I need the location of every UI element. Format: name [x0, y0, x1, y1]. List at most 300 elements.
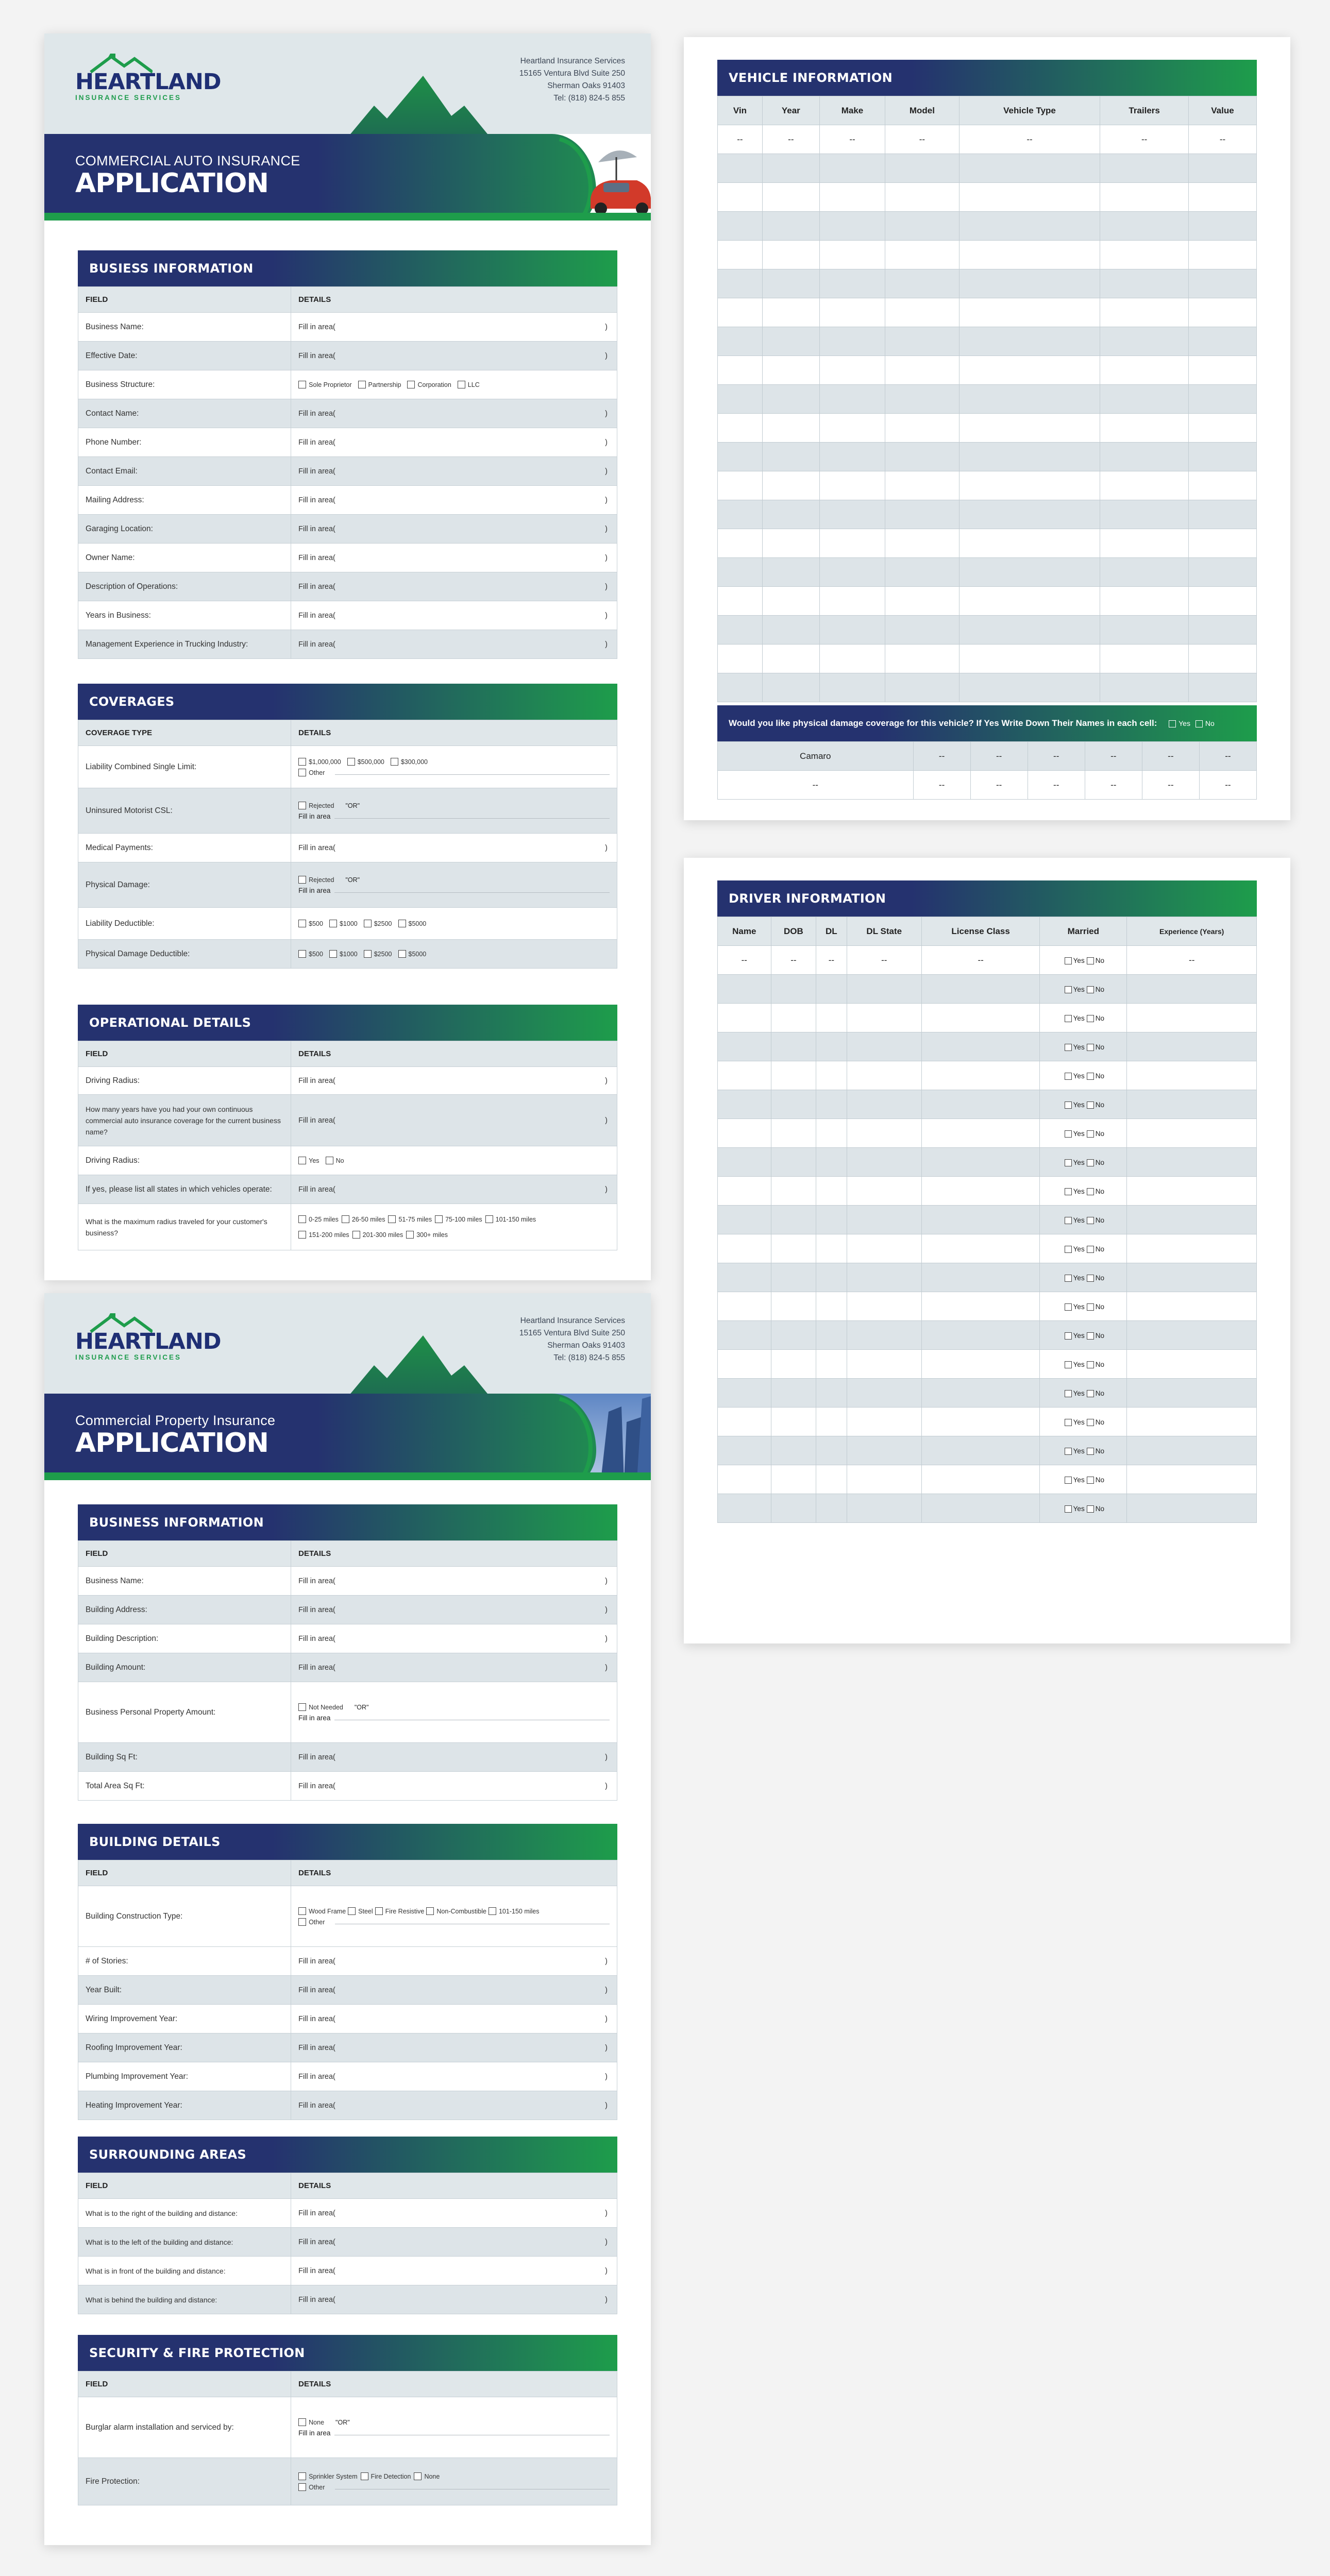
table-cell[interactable] [1040, 1061, 1127, 1090]
checkbox[interactable] [1087, 957, 1094, 964]
table-cell[interactable] [885, 183, 959, 212]
table-cell[interactable] [959, 212, 1100, 241]
table-cell[interactable] [1040, 1350, 1127, 1379]
fill-input[interactable] [298, 554, 610, 562]
table-cell[interactable] [847, 1119, 921, 1148]
checkbox[interactable] [298, 950, 306, 958]
table-cell[interactable]: Camaro [718, 742, 914, 771]
table-cell[interactable] [771, 1321, 816, 1350]
table-cell[interactable]: -- [1127, 946, 1257, 975]
checkbox[interactable] [489, 1907, 496, 1915]
fill-input[interactable] [298, 1664, 610, 1672]
table-cell[interactable] [1100, 673, 1189, 702]
table-cell[interactable] [771, 1206, 816, 1234]
checkbox[interactable] [1087, 1015, 1094, 1022]
checkbox[interactable] [1087, 1188, 1094, 1195]
table-cell[interactable] [1040, 1321, 1127, 1350]
table-cell[interactable] [959, 587, 1100, 616]
other-input-line[interactable] [335, 774, 610, 775]
table-cell[interactable] [885, 154, 959, 183]
checkbox[interactable] [1065, 1246, 1072, 1253]
table-cell[interactable] [816, 1263, 847, 1292]
table-cell[interactable] [1040, 1004, 1127, 1032]
table-cell[interactable] [718, 1436, 771, 1465]
table-cell[interactable] [1100, 212, 1189, 241]
table-cell[interactable] [959, 241, 1100, 269]
table-cell[interactable] [1127, 1148, 1257, 1177]
table-cell[interactable]: -- [718, 946, 771, 975]
table-cell[interactable] [1188, 529, 1256, 558]
table-cell[interactable] [959, 673, 1100, 702]
fill-input[interactable] [298, 2015, 610, 2023]
table-cell[interactable] [718, 1263, 771, 1292]
table-cell[interactable] [921, 1436, 1039, 1465]
table-cell[interactable] [959, 471, 1100, 500]
fill-input[interactable] [298, 2102, 610, 2110]
checkbox[interactable] [298, 2418, 306, 2426]
fill-input[interactable] [298, 2296, 610, 2304]
table-cell[interactable] [1127, 1206, 1257, 1234]
table-cell[interactable] [1188, 500, 1256, 529]
checkbox[interactable] [298, 802, 306, 809]
table-cell[interactable] [847, 1004, 921, 1032]
table-cell[interactable] [921, 1119, 1039, 1148]
table-cell[interactable] [819, 356, 885, 385]
table-cell[interactable] [1127, 1263, 1257, 1292]
table-cell[interactable] [847, 1321, 921, 1350]
table-cell[interactable] [718, 1465, 771, 1494]
table-cell[interactable] [1127, 1004, 1257, 1032]
checkbox[interactable] [1065, 1188, 1072, 1195]
table-cell[interactable] [762, 558, 819, 587]
fill-input[interactable] [298, 1635, 610, 1643]
table-cell[interactable] [1188, 414, 1256, 443]
checkbox[interactable] [414, 2472, 422, 2480]
fill-input-line[interactable] [334, 892, 610, 893]
table-cell[interactable] [771, 1119, 816, 1148]
table-cell[interactable] [1127, 1090, 1257, 1119]
table-cell[interactable]: -- [921, 946, 1039, 975]
checkbox[interactable] [1065, 986, 1072, 993]
table-cell[interactable] [762, 500, 819, 529]
table-cell[interactable] [771, 1379, 816, 1408]
table-cell[interactable] [718, 298, 763, 327]
table-cell[interactable] [771, 1494, 816, 1523]
table-cell[interactable] [819, 529, 885, 558]
table-cell[interactable] [959, 645, 1100, 673]
table-cell[interactable]: -- [1199, 771, 1256, 800]
checkbox[interactable] [298, 1231, 306, 1239]
table-cell[interactable] [816, 1061, 847, 1090]
fill-input[interactable] [298, 1957, 610, 1965]
checkbox[interactable] [298, 920, 306, 927]
table-cell[interactable] [819, 385, 885, 414]
table-cell[interactable] [1100, 645, 1189, 673]
checkbox[interactable] [1087, 1361, 1094, 1368]
table-cell[interactable]: -- [970, 771, 1028, 800]
table-cell[interactable] [819, 500, 885, 529]
table-cell[interactable] [1040, 1292, 1127, 1321]
fill-input[interactable] [298, 844, 610, 852]
table-cell[interactable] [718, 673, 763, 702]
table-cell[interactable] [762, 298, 819, 327]
table-cell[interactable] [847, 1292, 921, 1321]
checkbox[interactable] [1087, 1044, 1094, 1051]
checkbox[interactable] [1065, 1217, 1072, 1224]
table-cell[interactable] [771, 1061, 816, 1090]
checkbox[interactable] [329, 920, 337, 927]
table-cell[interactable] [816, 1177, 847, 1206]
table-cell[interactable] [771, 1004, 816, 1032]
checkbox[interactable] [1065, 1477, 1072, 1484]
table-cell[interactable] [771, 1465, 816, 1494]
table-cell[interactable] [921, 1090, 1039, 1119]
table-cell[interactable] [816, 1379, 847, 1408]
table-cell[interactable] [816, 1119, 847, 1148]
checkbox[interactable] [1065, 1361, 1072, 1368]
table-cell[interactable] [847, 1206, 921, 1234]
checkbox[interactable] [406, 1231, 414, 1239]
fill-input[interactable] [298, 1782, 610, 1790]
table-cell[interactable] [1040, 1148, 1127, 1177]
table-cell[interactable] [921, 1061, 1039, 1090]
table-cell[interactable] [959, 327, 1100, 356]
fill-input[interactable] [298, 467, 610, 476]
table-cell[interactable] [921, 1148, 1039, 1177]
table-cell[interactable] [718, 212, 763, 241]
fill-input[interactable] [298, 1606, 610, 1614]
table-cell[interactable] [718, 1408, 771, 1436]
table-cell[interactable] [1100, 154, 1189, 183]
table-cell[interactable]: -- [718, 771, 914, 800]
table-cell[interactable] [718, 975, 771, 1004]
table-cell[interactable]: -- [762, 125, 819, 154]
fill-input[interactable] [298, 1077, 610, 1085]
table-cell[interactable] [921, 1408, 1039, 1436]
table-cell[interactable] [1040, 1032, 1127, 1061]
table-cell[interactable] [718, 154, 763, 183]
table-cell[interactable] [762, 616, 819, 645]
table-cell[interactable]: -- [819, 125, 885, 154]
table-cell[interactable] [847, 1494, 921, 1523]
table-cell[interactable] [771, 1177, 816, 1206]
checkbox[interactable] [1087, 1477, 1094, 1484]
table-cell[interactable] [885, 529, 959, 558]
table-cell[interactable] [847, 1263, 921, 1292]
table-cell[interactable]: -- [1199, 742, 1256, 771]
checkbox[interactable] [298, 1215, 306, 1223]
table-cell[interactable] [1188, 616, 1256, 645]
checkbox[interactable] [358, 381, 366, 388]
table-cell[interactable] [819, 212, 885, 241]
fill-input[interactable] [298, 352, 610, 360]
table-cell[interactable] [771, 1263, 816, 1292]
table-cell[interactable] [885, 673, 959, 702]
table-cell[interactable] [1188, 212, 1256, 241]
checkbox[interactable] [1065, 1044, 1072, 1051]
table-cell[interactable]: -- [970, 742, 1028, 771]
table-cell[interactable] [762, 241, 819, 269]
table-cell[interactable] [762, 269, 819, 298]
checkbox[interactable] [391, 758, 398, 766]
table-cell[interactable] [921, 1263, 1039, 1292]
table-cell[interactable] [819, 616, 885, 645]
checkbox[interactable] [1065, 1303, 1072, 1311]
table-cell[interactable] [921, 975, 1039, 1004]
table-cell[interactable] [1127, 1436, 1257, 1465]
table-cell[interactable] [959, 529, 1100, 558]
table-cell[interactable] [959, 385, 1100, 414]
table-cell[interactable] [718, 1061, 771, 1090]
table-cell[interactable] [959, 558, 1100, 587]
table-cell[interactable] [847, 1379, 921, 1408]
checkbox[interactable] [388, 1215, 396, 1223]
table-cell[interactable] [1100, 298, 1189, 327]
table-cell[interactable] [718, 529, 763, 558]
table-cell[interactable] [819, 154, 885, 183]
checkbox[interactable] [1087, 1303, 1094, 1311]
table-cell[interactable] [1040, 1494, 1127, 1523]
checkbox[interactable] [1065, 1332, 1072, 1340]
table-cell[interactable] [762, 356, 819, 385]
table-cell[interactable] [762, 414, 819, 443]
checkbox[interactable] [298, 1703, 306, 1711]
table-cell[interactable] [816, 1408, 847, 1436]
table-cell[interactable] [1127, 1408, 1257, 1436]
table-cell[interactable] [921, 1206, 1039, 1234]
checkbox[interactable] [298, 876, 306, 884]
table-cell[interactable] [885, 443, 959, 471]
fill-input[interactable] [298, 2267, 610, 2275]
table-cell[interactable] [921, 1292, 1039, 1321]
table-cell[interactable]: -- [718, 125, 763, 154]
table-cell[interactable] [718, 327, 763, 356]
checkbox[interactable] [298, 1907, 306, 1915]
table-cell[interactable] [1188, 645, 1256, 673]
fill-input-line[interactable] [334, 818, 610, 819]
table-cell[interactable]: -- [1085, 771, 1142, 800]
checkbox[interactable] [1087, 1275, 1094, 1282]
table-cell[interactable] [718, 1206, 771, 1234]
table-cell[interactable] [718, 1177, 771, 1206]
table-cell[interactable] [1127, 975, 1257, 1004]
table-cell[interactable] [1188, 154, 1256, 183]
table-cell[interactable] [1127, 1379, 1257, 1408]
table-cell[interactable]: -- [1028, 742, 1085, 771]
fill-input[interactable] [298, 2209, 610, 2217]
table-cell[interactable] [1188, 443, 1256, 471]
table-cell[interactable] [762, 673, 819, 702]
fill-input[interactable] [298, 410, 610, 418]
table-cell[interactable] [718, 356, 763, 385]
checkbox[interactable] [364, 950, 372, 958]
checkbox[interactable] [352, 1231, 360, 1239]
table-cell[interactable] [816, 1465, 847, 1494]
checkbox[interactable] [298, 1157, 306, 1164]
checkbox[interactable] [1065, 1101, 1072, 1109]
checkbox[interactable] [398, 920, 406, 927]
checkbox[interactable] [1065, 1505, 1072, 1513]
table-cell[interactable] [1127, 1177, 1257, 1206]
checkbox[interactable] [1065, 1159, 1072, 1166]
table-cell[interactable] [762, 443, 819, 471]
table-cell[interactable] [1127, 1494, 1257, 1523]
table-cell[interactable] [885, 500, 959, 529]
table-cell[interactable] [1188, 298, 1256, 327]
table-cell[interactable] [1100, 471, 1189, 500]
table-cell[interactable] [1040, 975, 1127, 1004]
checkbox[interactable] [1065, 1073, 1072, 1080]
checkbox[interactable] [364, 920, 372, 927]
table-cell[interactable] [718, 500, 763, 529]
table-cell[interactable] [762, 385, 819, 414]
fill-input[interactable] [298, 1116, 610, 1125]
checkbox[interactable] [1087, 1073, 1094, 1080]
table-cell[interactable] [1188, 587, 1256, 616]
table-cell[interactable] [718, 414, 763, 443]
table-cell[interactable] [1100, 587, 1189, 616]
table-cell[interactable] [718, 645, 763, 673]
table-cell[interactable] [1127, 1032, 1257, 1061]
table-cell[interactable] [847, 1234, 921, 1263]
table-cell[interactable] [1100, 616, 1189, 645]
checkbox[interactable] [347, 758, 355, 766]
table-cell[interactable] [1040, 1379, 1127, 1408]
table-cell[interactable] [819, 298, 885, 327]
table-cell[interactable] [1040, 1436, 1127, 1465]
table-cell[interactable] [885, 471, 959, 500]
table-cell[interactable]: -- [1142, 771, 1199, 800]
table-cell[interactable] [1188, 558, 1256, 587]
table-cell[interactable] [1188, 241, 1256, 269]
table-cell[interactable] [921, 1004, 1039, 1032]
table-cell[interactable]: -- [959, 125, 1100, 154]
table-cell[interactable] [1040, 1119, 1127, 1148]
table-cell[interactable] [1188, 385, 1256, 414]
checkbox[interactable] [342, 1215, 349, 1223]
table-cell[interactable] [921, 1465, 1039, 1494]
table-cell[interactable] [718, 1004, 771, 1032]
table-cell[interactable] [718, 269, 763, 298]
table-cell[interactable] [819, 269, 885, 298]
checkbox[interactable] [1065, 1130, 1072, 1138]
table-cell[interactable] [1100, 327, 1189, 356]
checkbox[interactable] [298, 2472, 306, 2480]
table-cell[interactable] [718, 1350, 771, 1379]
table-cell[interactable] [1188, 183, 1256, 212]
checkbox[interactable] [1087, 986, 1094, 993]
fill-input[interactable] [298, 1185, 610, 1194]
table-cell[interactable] [819, 645, 885, 673]
table-cell[interactable]: -- [913, 742, 970, 771]
checkbox[interactable] [398, 950, 406, 958]
table-cell[interactable] [718, 1292, 771, 1321]
table-cell[interactable] [1040, 1177, 1127, 1206]
checkbox[interactable] [458, 381, 465, 388]
table-cell[interactable] [718, 1032, 771, 1061]
table-cell[interactable] [762, 183, 819, 212]
table-cell[interactable] [762, 529, 819, 558]
table-cell[interactable] [847, 1436, 921, 1465]
table-cell[interactable] [847, 1408, 921, 1436]
table-cell[interactable]: -- [1188, 125, 1256, 154]
table-cell[interactable] [771, 1350, 816, 1379]
table-cell[interactable]: -- [1085, 742, 1142, 771]
checkbox[interactable] [1065, 1015, 1072, 1022]
table-cell[interactable] [885, 616, 959, 645]
table-cell[interactable] [921, 1177, 1039, 1206]
table-cell[interactable] [959, 269, 1100, 298]
checkbox[interactable] [1087, 1448, 1094, 1455]
table-cell[interactable] [1127, 1350, 1257, 1379]
table-cell[interactable]: -- [771, 946, 816, 975]
table-cell[interactable] [819, 183, 885, 212]
table-cell[interactable] [847, 1090, 921, 1119]
checkbox[interactable] [1065, 1275, 1072, 1282]
checkbox[interactable] [298, 769, 306, 776]
table-cell[interactable] [816, 1148, 847, 1177]
table-cell[interactable] [771, 975, 816, 1004]
checkbox[interactable] [1087, 1217, 1094, 1224]
table-cell[interactable] [718, 1119, 771, 1148]
table-cell[interactable] [847, 1032, 921, 1061]
checkbox[interactable] [485, 1215, 493, 1223]
table-cell[interactable] [959, 298, 1100, 327]
fill-input[interactable] [298, 1577, 610, 1585]
table-cell[interactable] [816, 1436, 847, 1465]
table-cell[interactable] [816, 1321, 847, 1350]
table-cell[interactable] [771, 1292, 816, 1321]
table-cell[interactable] [959, 616, 1100, 645]
table-cell[interactable] [1100, 414, 1189, 443]
checkbox[interactable] [1087, 1505, 1094, 1513]
table-cell[interactable] [1100, 269, 1189, 298]
checkbox[interactable] [407, 381, 415, 388]
table-cell[interactable] [959, 443, 1100, 471]
table-cell[interactable] [1127, 1465, 1257, 1494]
table-cell[interactable] [816, 1350, 847, 1379]
table-cell[interactable] [819, 471, 885, 500]
table-cell[interactable] [718, 443, 763, 471]
table-cell[interactable] [885, 269, 959, 298]
table-cell[interactable] [771, 1032, 816, 1061]
table-cell[interactable] [921, 1321, 1039, 1350]
table-cell[interactable] [1127, 1234, 1257, 1263]
table-cell[interactable] [1100, 183, 1189, 212]
table-cell[interactable] [847, 1350, 921, 1379]
table-cell[interactable] [885, 327, 959, 356]
table-cell[interactable] [771, 1090, 816, 1119]
table-cell[interactable] [921, 1032, 1039, 1061]
table-cell[interactable] [819, 587, 885, 616]
checkbox[interactable] [1087, 1390, 1094, 1397]
table-cell[interactable] [885, 212, 959, 241]
checkbox[interactable] [1196, 720, 1203, 727]
checkbox[interactable] [435, 1215, 443, 1223]
checkbox[interactable] [1087, 1419, 1094, 1426]
table-cell[interactable] [921, 1234, 1039, 1263]
checkbox[interactable] [298, 1918, 306, 1926]
table-cell[interactable] [1040, 1234, 1127, 1263]
table-cell[interactable] [819, 673, 885, 702]
checkbox[interactable] [1065, 1390, 1072, 1397]
table-cell[interactable] [885, 356, 959, 385]
table-cell[interactable] [959, 183, 1100, 212]
table-cell[interactable] [718, 1234, 771, 1263]
table-cell[interactable] [1127, 1061, 1257, 1090]
table-cell[interactable] [718, 1090, 771, 1119]
table-cell[interactable] [762, 327, 819, 356]
